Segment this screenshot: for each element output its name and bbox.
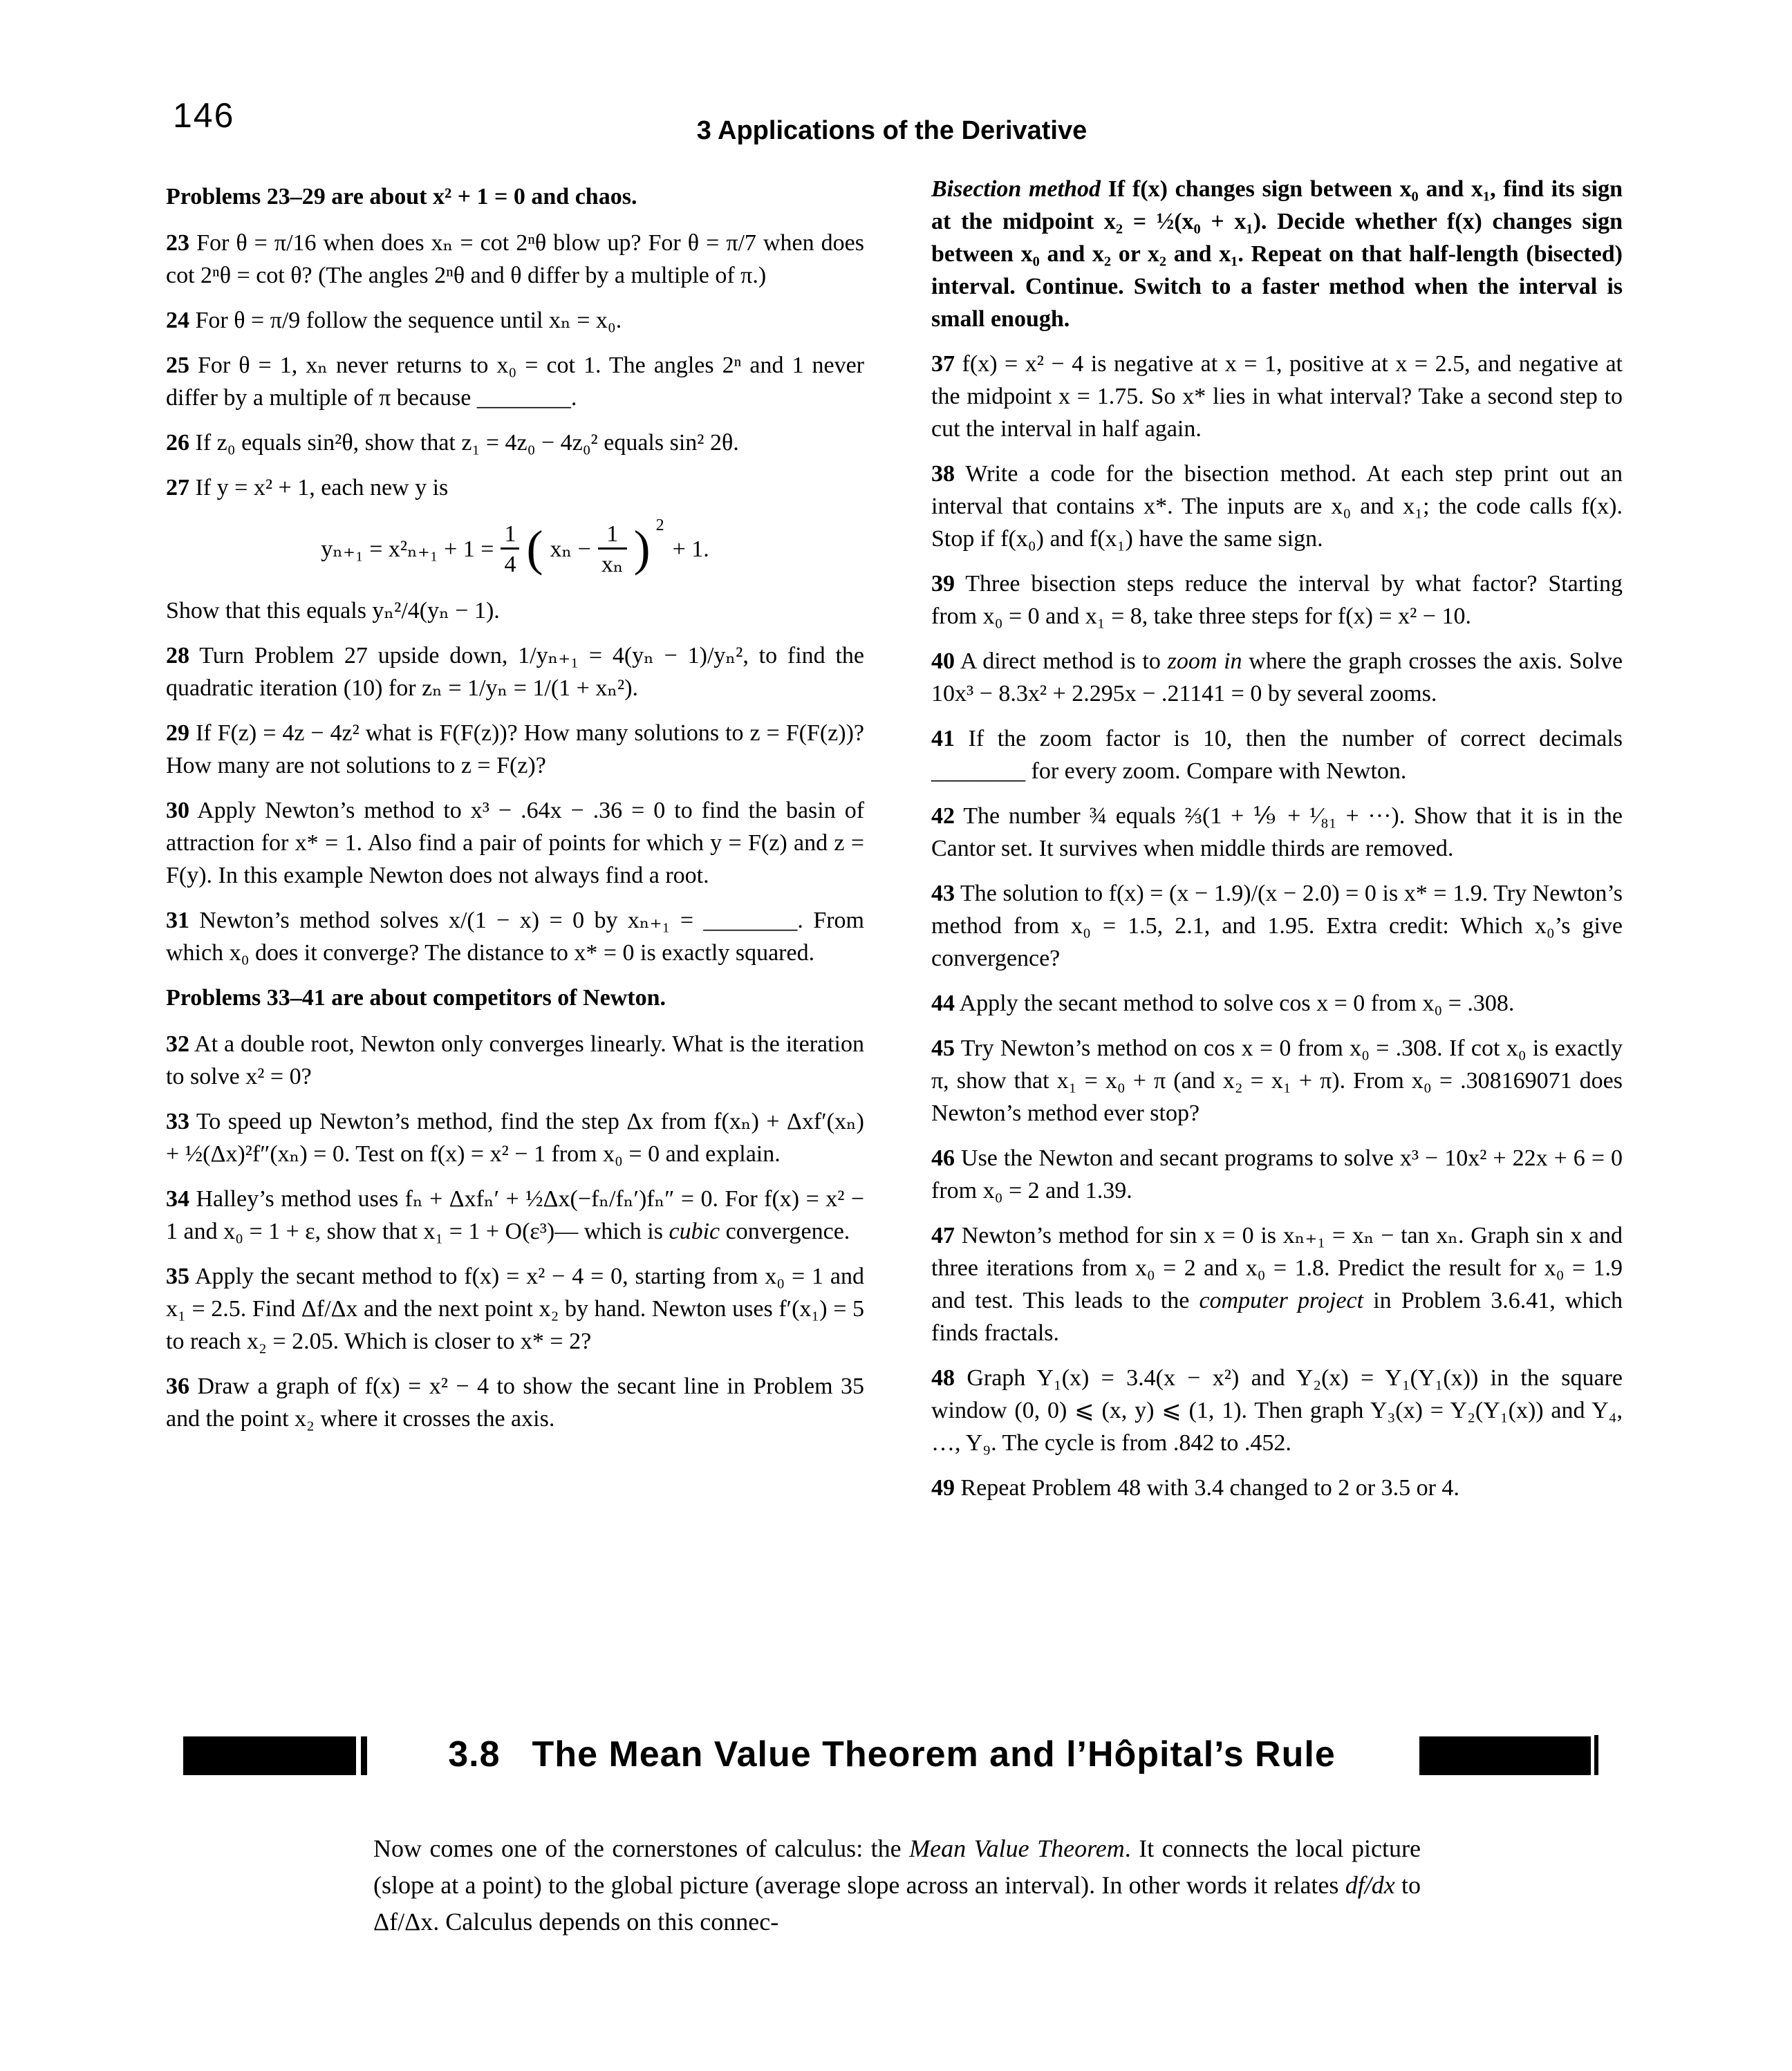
problem-number: 29 [166,720,189,747]
problem-number: 33 [166,1109,189,1135]
problem-text: Newton’s method solves x/(1 − x) = 0 by xₙ₊₁ = ________. From which x₀ does it converge? The distance to x* = 0 is exactly squared. [166,908,865,966]
problem-text: f(x) = x² − 4 is negative at x = 1, positive at x = 2.5, and negative at the midpoint x = 1.75. So x* lies in what interval? Take a second step to cut the interval in half again. [931,351,1623,442]
problem-30 [166,794,864,892]
problem-48 [931,1362,1623,1459]
problem-number: 44 [931,991,955,1016]
problem-32 [166,1028,864,1093]
problem-text: Apply Newton’s method to x³ − .64x − .36 = 0 to find the basin of attraction for x* = 1. Also find a pair of points for which y = F(z) and z = F(y). In this example Newton does not always find a root. [166,798,865,889]
problem-text: For θ = 1, xₙ never returns to x₀ = cot 1. The angles 2ⁿ and 1 never differ by a multiple of π because ________. [166,353,864,411]
problem-28 [166,639,864,704]
problem-31 [166,904,864,969]
section-title-text: The Mean Value Theorem and l’Hôpital’s Rule [532,1734,1336,1774]
problem-text: Newton’s method for sin x = 0 is xₙ₊₁ = xₙ − tan xₙ. Graph sin x and three iterations from x₀ = 2 and x₀ = 1.8. Predict the result for x₀ = 1.9 and test. This leads to the [931,1223,1623,1313]
problem-27 [166,471,864,504]
bisection-body: If f(x) changes sign between x₀ and x₁, find its sign at the midpoint x₂ = ½(x₀ + x₁). Decide whether f(x) changes sign between x₀ and x₂ or x₂ and x₁. Repeat on that half-length (bisected) interval. Continue. Switch to a faster method when the interval is small enough. [931,176,1623,332]
problem-number: 47 [931,1223,955,1248]
problem-number: 43 [931,881,955,906]
problem-text: If F(z) = 4z − 4z² what is F(F(z))? How many solutions to z = F(F(z))? How many are not solutions to z = F(z)? [166,720,864,779]
problem-text: A direct method is to [960,648,1168,674]
problem-38 [931,458,1623,555]
fraction-one-over-xn: $\frac{1}{\text{xₙ}}$ [598,521,627,578]
problem-text: Apply the secant method to solve cos x = 0 from x₀ = .308. [959,991,1515,1016]
problem-text: Three bisection steps reduce the interval by what factor? Starting from x₀ = 0 and x₁ = 8, take three steps for f(x) = x² − 10. [931,571,1623,629]
section-title [373,1734,1410,1775]
problem-text: Repeat Problem 48 with 3.4 changed to 2 or 3.5 or 4. [960,1475,1459,1501]
problem-text: Use the Newton and secant programs to solve x³ − 10x² + 22x + 6 = 0 from x₀ = 2 and 1.39. [931,1145,1623,1203]
problem-number: 23 [166,230,189,256]
problem-number: 36 [166,1374,189,1400]
problem-number: 41 [931,726,955,751]
section-bar-left [183,1736,356,1775]
bisection-method-paragraph [931,173,1623,335]
problem-35 [166,1260,864,1358]
chapter-header: 3 Applications of the Derivative [696,116,1088,145]
problem-text: Write a code for the bisection method. At each step print out an interval that contains x*. The inputs are x₀ and x₁; the code calls f(x). Stop if f(x₀) and f(x₁) have the same sign. [931,461,1623,552]
problem-text: Turn Problem 27 upside down, 1/yₙ₊₁ = 4(yₙ − 1)/yₙ², to find the quadratic iteration (10) for zₙ = 1/yₙ = 1/(1 + xₙ²). [166,643,864,702]
left-column [166,176,864,1447]
section-intro-paragraph [373,1830,1421,1940]
problem-text: If z₀ equals sin²θ, show that z₁ = 4z₀ − 4z₀² equals sin² 2θ. [195,430,739,456]
problem-text: For θ = π/9 follow the sequence until xₙ = x₀. [195,308,622,333]
problem-text: At a double root, Newton only converges linearly. What is the iteration to solve x² = 0? [166,1031,864,1090]
italic-phrase: cubic [669,1219,720,1245]
problem-25 [166,349,864,414]
problem-44 [931,987,1623,1020]
intro-text: . It connects the local picture (slope at a point) to the global picture (average slope across an interval). In other words it relates [373,1835,1421,1899]
problem-number: 38 [931,461,955,487]
problem-number: 39 [931,571,955,597]
problem-29 [166,717,864,782]
bisection-lead: Bisection method [931,176,1101,202]
problem-number: 37 [931,351,955,377]
problem-text: Halley’s method uses fₙ + Δxfₙ′ + ½Δx(−fₙ/fₙ′)fₙ″ = 0. For f(x) = x² − 1 and x₀ = 1 + ε, show that x₁ = 1 + O(ε³)— which is [166,1186,865,1245]
problem-27-equation: yₙ₊₁ = x²ₙ₊₁ + 1 = $\frac{1}{4}$ ( xₙ − $\frac{1}{\text{xₙ}}$ ) 2 + 1. [321,516,709,578]
problem-number: 31 [166,908,189,934]
problem-47 [931,1219,1623,1349]
problems-33-41-header: Problems 33–41 are about competitors of Newton. [166,985,666,1011]
intro-italic-dfdx: df/dx [1345,1871,1395,1899]
problem-text: The number ¾ equals ⅔(1 + ⅑ + ¹⁄₈₁ + ···). Show that it is in the Cantor set. It survives when middle thirds are removed. [931,803,1623,861]
italic-phrase: computer project [1199,1288,1364,1313]
equation-mid: xₙ − [550,536,591,563]
problem-text: If y = x² + 1, each new y is [195,475,449,500]
page-number: 146 [173,96,235,135]
problem-number: 27 [166,475,189,500]
problem-number: 40 [931,648,955,674]
problem-34 [166,1183,864,1248]
right-column [931,173,1623,1517]
problem-text: For θ = π/16 when does xₙ = cot 2ⁿθ blow up? For θ = π/7 when does cot 2ⁿθ = cot θ? (The angles 2ⁿθ and θ differ by a multiple of π.) [166,230,864,288]
intro-italic-mean-value-theorem: Mean Value Theorem [909,1835,1125,1862]
problem-text: Graph Y₁(x) = 3.4(x − x²) and Y₂(x) = Y₁(Y₁(x)) in the square window (0, 0) ⩽ (x, y) ⩽ (1, 1). Then graph Y₃(x) = Y₂(Y₁(x)) and Y₄, …, Y₉. The cycle is from .842 to .452. [931,1365,1623,1456]
problem-46 [931,1142,1623,1207]
problem-43 [931,877,1623,975]
problem-number: 24 [166,308,189,333]
equation-tail: + 1. [672,536,709,563]
intro-text: Now comes one of the cornerstones of calculus: the [373,1835,910,1862]
problem-number: 32 [166,1031,189,1058]
section-bar-right [1419,1736,1591,1775]
problem-number: 35 [166,1264,189,1290]
problem-number: 34 [166,1186,189,1212]
problem-42 [931,800,1623,865]
problem-number: 42 [931,803,955,829]
problem-number: 46 [931,1145,955,1171]
problem-number: 26 [166,430,189,456]
problem-33 [166,1105,864,1170]
problem-36 [166,1370,864,1435]
equation-lhs: yₙ₊₁ = x²ₙ₊₁ + 1 = [321,536,494,563]
problem-number: 25 [166,353,189,378]
problem-24 [166,304,864,337]
problem-text: in Problem 3.6.41, which finds fractals. [931,1288,1623,1346]
intro-text: to Δf/Δx. Calculus depends on this connec- [373,1871,1421,1936]
problem-45 [931,1032,1623,1130]
problem-39 [931,568,1623,632]
problem-number: 48 [931,1365,955,1391]
italic-phrase: zoom in [1167,648,1242,674]
problem-26 [166,427,864,459]
problem-49 [931,1472,1623,1504]
problem-text: Apply the secant method to f(x) = x² − 4 = 0, starting from x₀ = 1 and x₁ = 2.5. Find Δf/Δx and the next point x₂ by hand. Newton uses f′(x₁) = 5 to reach x₂ = 2.05. Which is closer to x* = 2? [166,1264,865,1355]
problem-41 [931,722,1623,787]
problem-number: 28 [166,643,189,669]
section-heading-band [0,1736,1792,1775]
problem-text: Draw a graph of f(x) = x² − 4 to show the secant line in Problem 35 and the point x₂ where it crosses the axis. [166,1374,864,1432]
problem-text: If the zoom factor is 10, then the number of correct decimals ________ for every zoom. Compare with Newton. [931,726,1623,784]
problem-number: 49 [931,1475,955,1501]
problem-text: Try Newton’s method on cos x = 0 from x₀ = .308. If cot x₀ is exactly π, show that x₁ = x₀ + π (and x₂ = x₁ + π). From x₀ = .308169071 does Newton’s method ever stop? [931,1036,1623,1126]
problem-23 [166,227,864,292]
squared-exponent: 2 [655,516,664,534]
problem-text: where the graph crosses the axis. Solve 10x³ − 8.3x² + 2.295x − .21141 = 0 by several zooms. [931,648,1623,706]
problem-37 [931,348,1623,445]
problem-27-continuation: Show that this equals yₙ²/4(yₙ − 1). [166,598,500,624]
problems-23-29-header: Problems 23–29 are about x² + 1 = 0 and chaos. [166,184,637,209]
problem-text: The solution to f(x) = (x − 1.9)/(x − 2.0) = 0 is x* = 1.9. Try Newton’s method from x₀ = 1.5, 2.1, and 1.95. Extra credit: Which x₀’s give convergence? [931,881,1623,971]
section-number: 3.8 [448,1734,501,1774]
problem-number: 30 [166,798,189,824]
problem-40 [931,645,1623,710]
fraction-one-fourth: $\frac{1}{4}$ [501,521,519,578]
problem-text: To speed up Newton’s method, find the step Δx from f(xₙ) + Δxf′(xₙ) + ½(Δx)²f″(xₙ) = 0. Test on f(x) = x² − 1 from x₀ = 0 and explain. [166,1109,864,1168]
problem-number: 45 [931,1036,955,1061]
problem-text: convergence. [720,1219,850,1245]
